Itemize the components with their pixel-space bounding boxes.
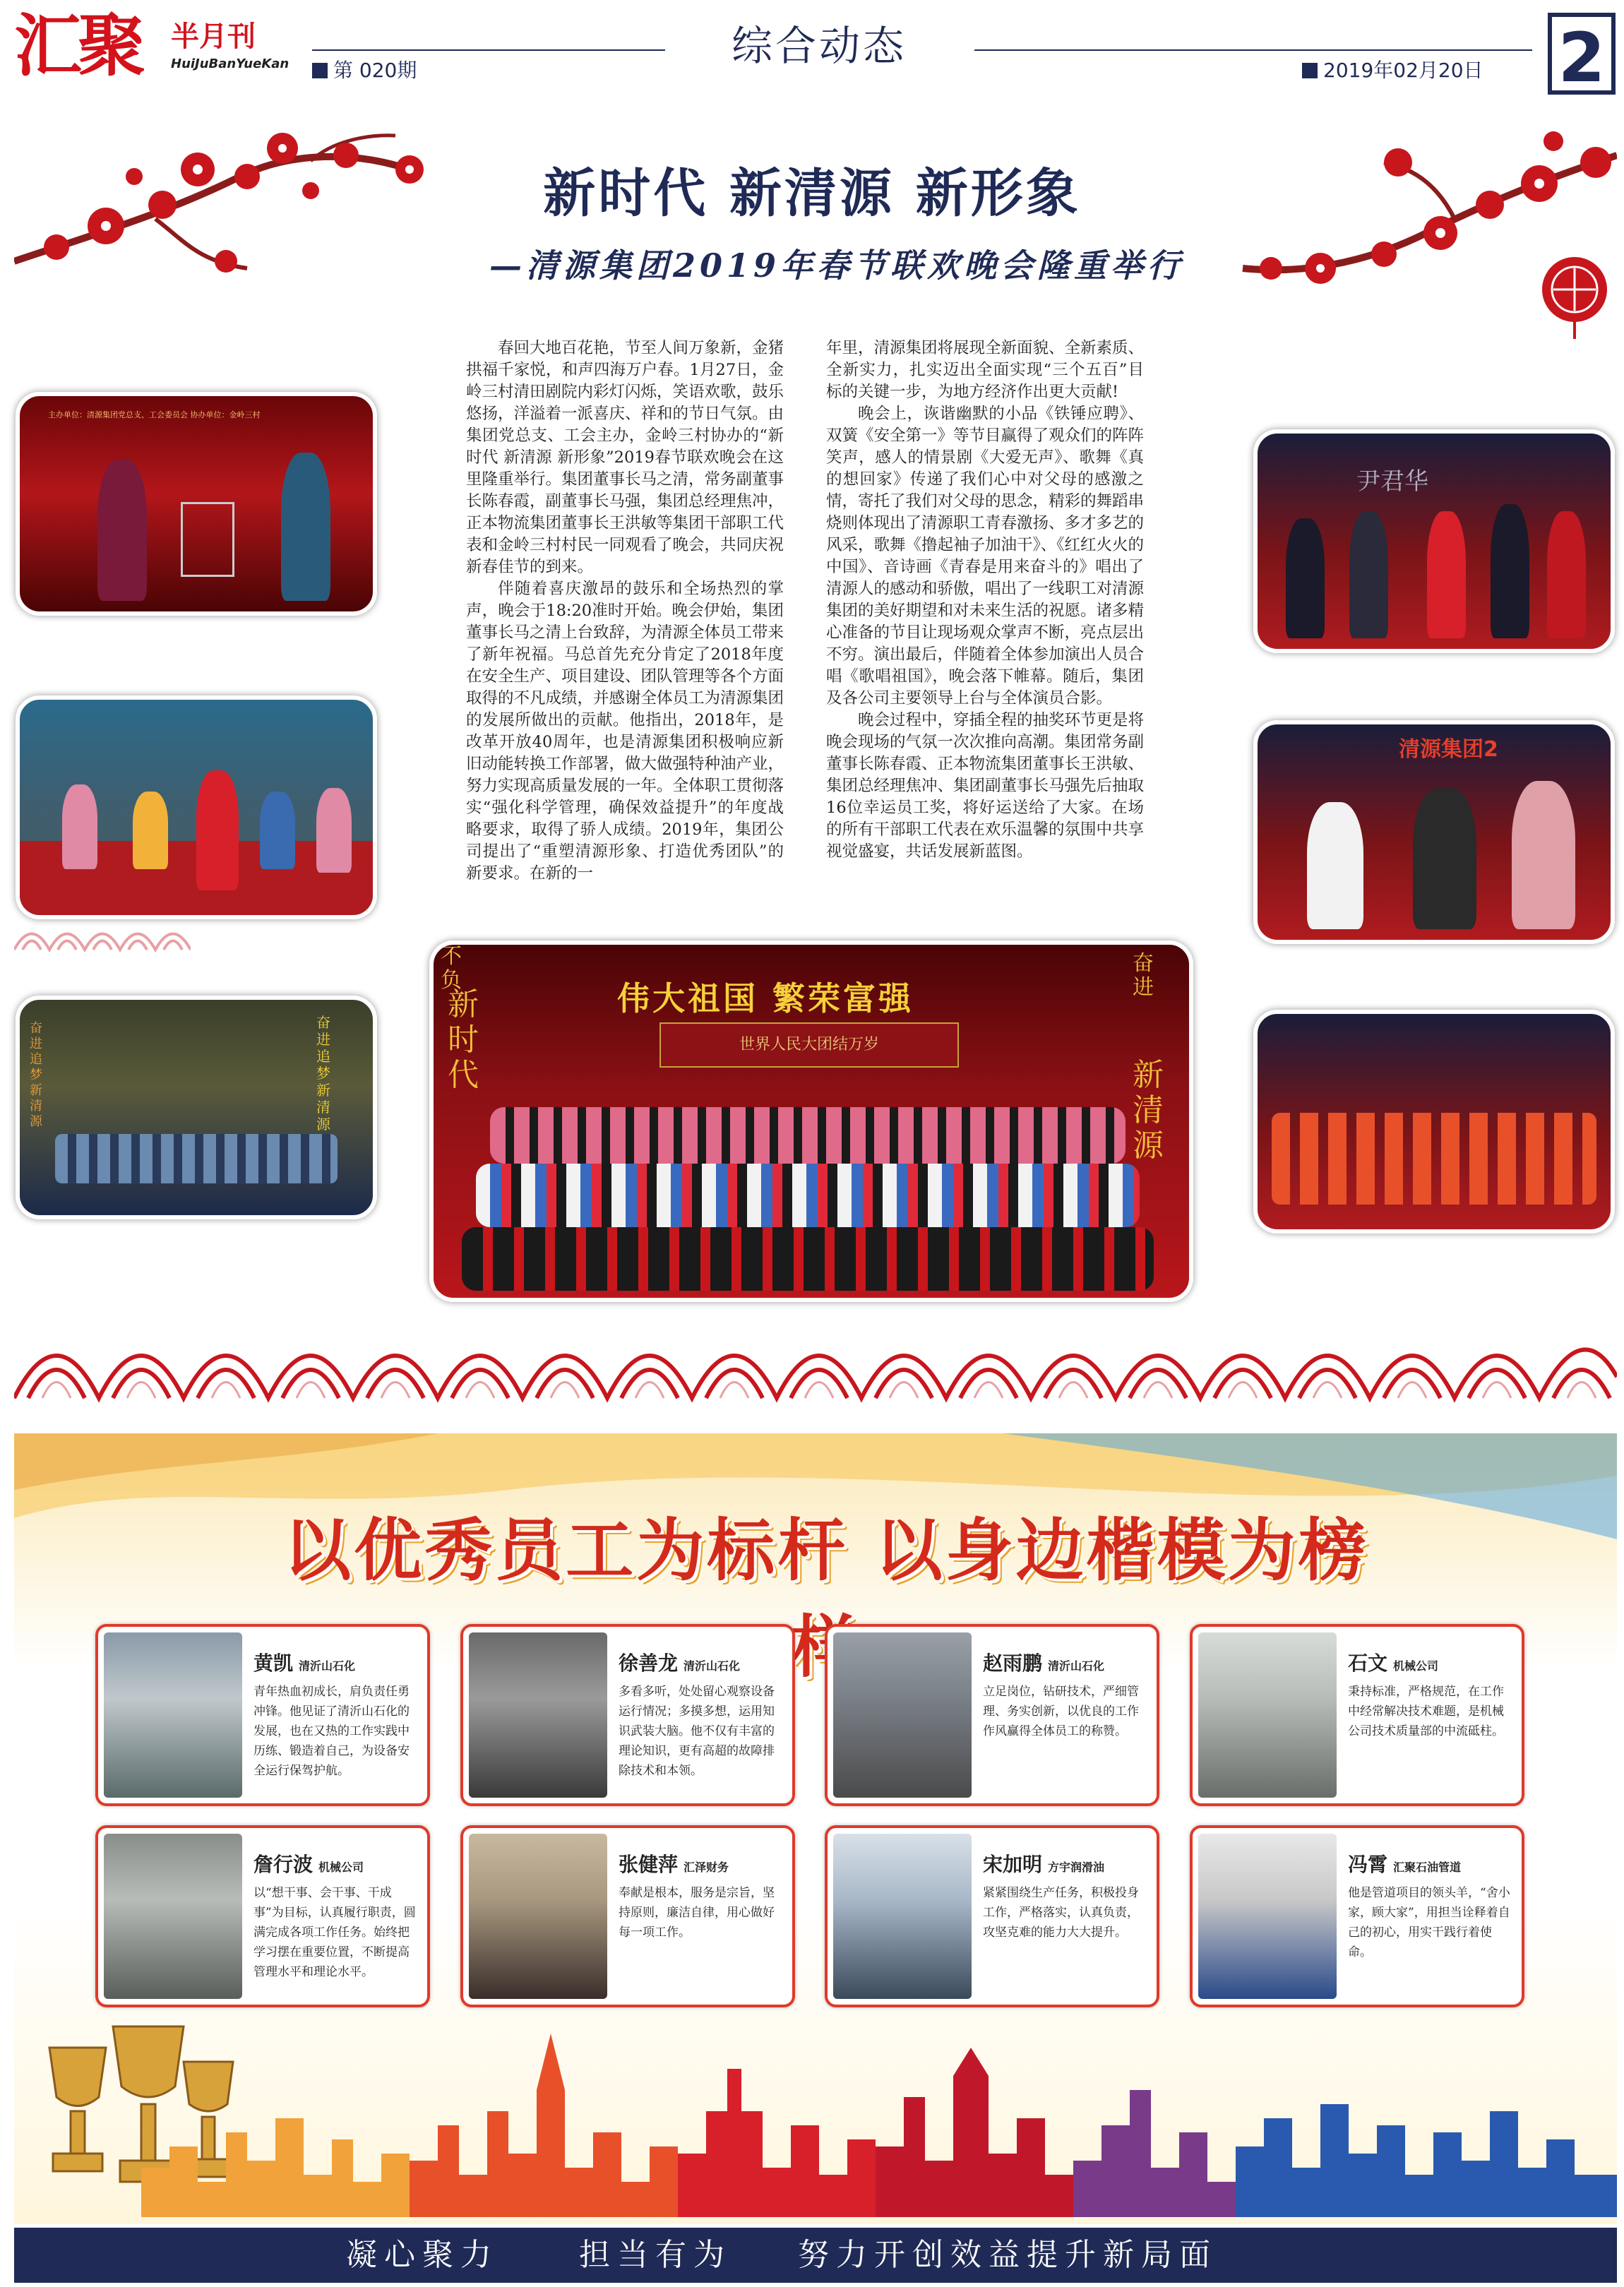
gate-screen-text: 世界人民大团结万岁 [659,1022,959,1068]
screen-slogan-left: 奋进追梦新清源 [30,1021,42,1129]
logo-title: 汇聚 [14,6,141,85]
photo-host-lineup [1253,429,1615,653]
performer [133,792,168,869]
employee-card [1190,1825,1524,2007]
small-wave-decoration [14,911,191,953]
issue-date: 2019年02月20日 [1302,55,1483,83]
employee-photo [104,1834,242,1999]
plum-blossom-left-decoration [14,127,452,275]
host [1491,504,1529,638]
performer [62,784,97,869]
screen-name-text: 尹君华 [1356,467,1428,496]
choir-middle-row [476,1164,1140,1227]
masthead [14,7,297,85]
wave-decoration [14,1285,1617,1405]
employee-card [460,1825,795,2007]
logo-subtitle: 半月刊 [171,20,256,53]
screen-slogan: 奋进追梦新清源 [316,1014,330,1133]
photo-group-finale [429,941,1193,1302]
photo-crosstalk-performance [16,392,377,616]
header-rule-left [312,49,665,51]
article-column-1 [466,338,784,885]
paragraph: 伴随着喜庆激昂的鼓乐和全场热烈的掌声，晚会于18:20准时开始。晚会伊始，集团董事长马之清上台致辞，为清源全体员工带来了新年祝福。马总首先充分肯定了2018年度在安全生产、项目建设、团队管理等各个方面取得的不凡成绩，并感谢全体员工为清源集团的发展所做出的贡献。他指出，2018年，是改革开放40周年，也是清源集团积极响应新旧动能转换工作部署，做大做强特种油产业，努力实现高质量发展的一年。全体职工贯彻落实“强化科学管理，确保效益提升”的年度战略要求，取得了骄人成绩。2019年，集团公司提出了“重塑清源形象、打造优秀团队”的新要求。在新的一 [466,580,784,883]
photo-dance-performance [16,695,377,919]
employee-photo [469,1834,607,1999]
footer-slogan: 努力开创效益提升新局面 [798,2237,1217,2273]
employee-name: 冯霄 汇聚石油管道 [1348,1853,1462,1876]
stage-chair [181,502,234,577]
performer [1413,788,1476,929]
employee-card [460,1624,795,1806]
performer [1307,802,1363,929]
finale-corner-slogan: 奋进 [1133,951,1154,1000]
employee-card [95,1624,430,1806]
employee-card [1190,1624,1524,1806]
performer [97,460,147,601]
employee-photo [1198,1834,1337,1999]
finale-left-slogan: 新时代 [448,986,479,1093]
employee-description: 秉持标准，严格规范，在工作中经常解决技术难题，是机械公司技术质量部的中流砥柱。 [1348,1685,1504,1738]
performer [281,453,330,601]
chorus-group [55,1134,338,1183]
employee-name: 徐善龙 清沂山石化 [619,1652,741,1675]
choir-back-row [490,1107,1126,1164]
employee-photo [469,1632,607,1798]
footer-slogan: 凝心聚力 [346,2237,498,2273]
paragraph: 春回大地百花艳，节至人间万象新，金猪拱福千家悦，和声四海万户春。1月27日，金岭三村清田剧院内彩灯闪烁，笑语欢歌，鼓乐悠扬，洋溢着一派喜庆、祥和的节日气氛。由集团党总支、工会主办，金岭三村协办的“新时代 新清源 新形象”2019春节联欢晚会在这里隆重举行。集团董事长马之清，常务副董事长陈春霞，副董事长马强，集团总经理焦冲，正本物流集团董事长王洪敏等集团干部职工代表和金岭三村村民一同观看了晚会，共同庆祝新春佳节的到来。 [466,339,784,576]
host [1349,511,1388,638]
performer [260,792,295,869]
photo-banner-text: 主办单位：清源集团党总支、工会委员会 协办单位：金岭三村 [48,410,261,419]
host [1547,511,1586,638]
paragraph: 年里，清源集团将展现全新面貌、全新素质、全新实力，扎实迈出全面实现“三个五百”目标的关键一步，为地方经济作出更大贡献! [826,339,1145,401]
employee-description: 紧紧围绕生产任务，积极投身工作，严格落实，认真负责，攻坚克难的能力大大提升。 [983,1886,1139,1940]
screen-banner-text: 清源集团2 [1399,737,1498,762]
finale-banner-text: 伟大祖国 繁荣富强 [617,979,914,1017]
employee-photo [1198,1632,1337,1798]
employee-name: 黄凯 清沂山石化 [253,1652,356,1675]
employee-name: 詹行波 机械公司 [253,1853,364,1876]
host [1286,518,1325,638]
employee-photo [833,1834,972,1999]
employee-name: 石文 机械公司 [1348,1652,1439,1675]
employee-card [825,1624,1159,1806]
employee-description: 他是管道项目的领头羊，“舍小家，顾大家”，用担当诠释着自己的初心，用实干践行着使命。 [1348,1886,1510,1959]
finale-corner-slogan-left: 不负 [441,944,462,993]
header-rule-right [974,49,1532,51]
plum-blossom-right-decoration [1172,127,1617,346]
issue-number: 第 020期 [312,55,417,83]
employee-description: 立足岗位，钻研技术，严细管理、务实创新，以优良的工作作风赢得全体员工的称赞。 [983,1685,1139,1738]
employee-description: 青年热血初成长，肩负责任勇冲锋。他见证了清沂山石化的发展，也在又热的工作实践中历练、锻造着自己，为设备安全运行保驾护航。 [253,1685,410,1778]
city-skyline-decoration [141,2005,1617,2217]
dancers-group [1272,1113,1596,1205]
employee-name: 张健萍 汇泽财务 [619,1853,729,1876]
employee-card [825,1825,1159,2007]
paragraph: 晚会过程中，穿插全程的抽奖环节更是将晚会现场的气氛一次次推向高潮。集团常务副董事长陈春霞、正本物流集团董事长王洪敏、集团总经理焦冲、集团副董事长马强先后抽取16位幸运员工奖，将好运送给了大家。在场的所有干部职工代表在欢乐温馨的氛围中共享视觉盛宴，共话发展新蓝图。 [826,711,1145,861]
photo-chorus-performance [16,996,377,1219]
host [1427,511,1466,638]
employee-photo [833,1632,972,1798]
employee-photo [104,1632,242,1798]
performer [1512,781,1575,929]
performer [196,770,239,890]
article-title: 新时代 新清源 新形象 [543,163,1081,224]
employee-name: 宋加明 方宇润滑油 [983,1853,1105,1876]
article-subtitle: —清源集团2019年春节联欢晚会隆重举行 [489,246,1185,285]
banner-title: 以优秀员工为标杆 以身边楷模为榜 [283,1511,1369,1590]
choir-front-row [462,1227,1154,1291]
page-number: 2 [1548,13,1616,95]
article-column-2 [826,338,1144,863]
photo-comedy-skit [1253,720,1615,944]
paragraph: 晚会上，诙谐幽默的小品《铁锤应聘》、双簧《安全第一》等节目赢得了观众们的阵阵笑声，感人的情景剧《大爱无声》、歌舞《真的想回家》传递了我们心中对父母的感激之情，寄托了我们对父母的思念，精彩的舞蹈串烧则体现出了清源职工青春激扬、多才多艺的风采，歌舞《撸起袖子加油干》、《红红火火的中国》、音诗画《青春是用来奋斗的》唱出了清源人的感动和骄傲，唱出了一线职工对清源集团的美好期望和对未来生活的祝愿。诸多精心准备的节目让现场观众掌声不断，亮点层出不穷。演出最后，伴随着全体参加演出人员合唱《歌唱祖国》，晚会落下帷幕。随后，集团及各公司主要领导上台与全体演员合影。 [826,405,1145,707]
employee-name: 赵雨鹏 清沂山石化 [983,1652,1105,1675]
photo-workers-dance [1253,1010,1615,1234]
performer [316,788,352,873]
employee-description: 奉献是根本，服务是宗旨，坚持原则，廉洁自律，用心做好每一项工作。 [619,1886,775,1940]
employee-description: 以“想干事、会干事、干成事”为目标，认真履行职责，圆满完成各项工作任务。始终把学习摆在重要位置，不断提高管理水平和理论水平。 [253,1886,416,1979]
section-title: 综合动态 [731,22,907,70]
logo-pinyin: HuiJuBanYueKan [171,56,289,71]
employee-card [95,1825,430,2007]
footer-slogan-bar [14,2228,1617,2283]
finale-right-slogan: 新清源 [1133,1057,1164,1164]
employee-description: 多看多听，处处留心观察设备运行情况；多摸多想，运用知识武装大脑。他不仅有丰富的理论知识，更有高超的故障排除技术和本领。 [619,1685,775,1778]
footer-slogan: 担当有为 [579,2237,732,2273]
